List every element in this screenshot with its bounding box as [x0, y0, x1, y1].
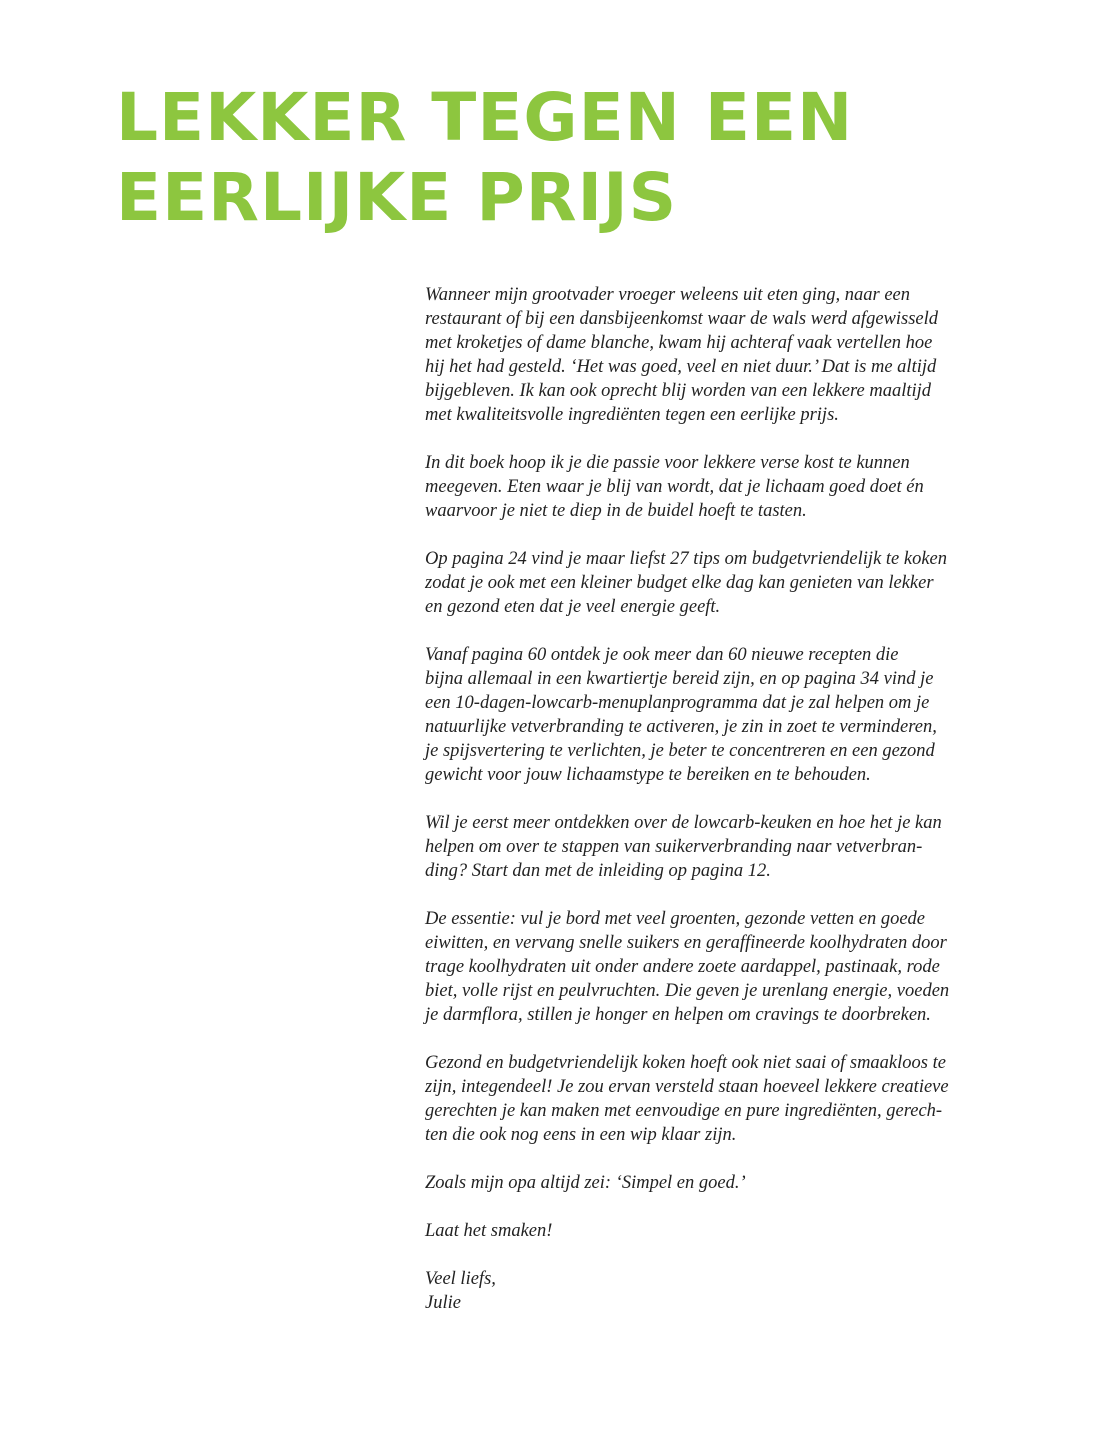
text-line: eiwitten, en vervang snelle suikers en geraffineerde koolhydraten door [425, 933, 947, 953]
text-line: Wil je eerst meer ontdekken over de lowcarb-keuken en hoe het je kan [425, 813, 942, 833]
text-line: hij het had gesteld. ‘Het was goed, veel en niet duur.’ Dat is me altijd [425, 357, 937, 377]
text-line: waarvoor je niet te diep in de buidel hoeft te tasten. [425, 501, 807, 521]
paragraph-lowcarb [425, 811, 1000, 883]
text-line: Vanaf pagina 60 ontdek je ook meer dan 60 nieuwe recepten die [425, 645, 899, 665]
text-line: bijna allemaal in een kwartiertje bereid zijn, en op pagina 34 vind je [425, 669, 934, 689]
paragraph-quote [425, 1171, 1000, 1195]
text-line: restaurant of bij een dansbijeenkomst waar de wals werd afgewisseld [425, 309, 939, 329]
text-line: natuurlijke vetverbranding te activeren, je zin in zoet te verminderen, [425, 717, 937, 737]
text-line: een 10-dagen-lowcarb-menuplanprogramma dat je zal helpen om je [425, 693, 930, 713]
text-line: meegeven. Eten waar je blij van wordt, dat je lichaam goed doet én [425, 477, 924, 497]
text-line: biet, volle rijst en peulvruchten. Die geven je urenlang energie, voeden [425, 981, 950, 1001]
text-line: Wanneer mijn grootvader vroeger weleens uit eten ging, naar een [425, 285, 911, 305]
closing-line: Veel liefs, [425, 1269, 496, 1289]
signature-block [425, 1267, 1000, 1315]
text-line: en gezond eten dat je veel energie geeft. [425, 597, 721, 617]
paragraph-tips [425, 547, 1000, 619]
text-line: De essentie: vul je bord met veel groenten, gezonde vetten en goede [425, 909, 925, 929]
page-title-line-2: EERLIJKE PRIJS [116, 159, 678, 236]
text-line: zodat je ook met een kleiner budget elke dag kan genieten van lekker [425, 573, 934, 593]
text-line: Zoals mijn opa altijd zei: ‘Simpel en goed.’ [425, 1173, 746, 1193]
text-line: ding? Start dan met de inleiding op pagina 12. [425, 861, 771, 881]
text-line: zijn, integendeel! Je zou ervan versteld staan hoeveel lekkere creatieve [425, 1077, 949, 1097]
text-line: met kwaliteitsvolle ingrediënten tegen een eerlijke prijs. [425, 405, 839, 425]
text-line: met kroketjes of dame blanche, kwam hij achteraf vaak vertellen hoe [425, 333, 933, 353]
text-line: Laat het smaken! [425, 1221, 553, 1241]
page-title [116, 78, 853, 238]
paragraph-passion [425, 451, 1000, 523]
author-name: Julie [425, 1293, 461, 1313]
text-line: In dit boek hoop ik je die passie voor lekkere verse kost te kunnen [425, 453, 910, 473]
body-text [425, 283, 1000, 1339]
page-title-line-1: LEKKER TEGEN EEN [116, 79, 854, 156]
text-line: je spijsvertering te verlichten, je beter te concentreren en een gezond [425, 741, 935, 761]
paragraph-recipes [425, 643, 1000, 787]
paragraph-essence [425, 907, 1000, 1027]
text-line: trage koolhydraten uit onder andere zoete aardappel, pastinaak, rode [425, 957, 940, 977]
text-line: Gezond en budgetvriendelijk koken hoeft ook niet saai of smaakloos te [425, 1053, 946, 1073]
paragraph-enjoy [425, 1219, 1000, 1243]
paragraph-budget [425, 1051, 1000, 1147]
text-line: Op pagina 24 vind je maar liefst 27 tips om budgetvriendelijk te koken [425, 549, 948, 569]
text-line: ten die ook nog eens in een wip klaar zijn. [425, 1125, 737, 1145]
text-line: gerechten je kan maken met eenvoudige en pure ingrediënten, gerech- [425, 1101, 943, 1121]
text-line: je darmflora, stillen je honger en helpen om cravings te doorbreken. [425, 1005, 931, 1025]
paragraph-intro [425, 283, 1000, 427]
text-line: helpen om over te stappen van suikerverbranding naar vetverbran- [425, 837, 923, 857]
text-line: bijgebleven. Ik kan ook oprecht blij worden van een lekkere maaltijd [425, 381, 932, 401]
text-line: gewicht voor jouw lichaamstype te bereiken en te behouden. [425, 765, 871, 785]
